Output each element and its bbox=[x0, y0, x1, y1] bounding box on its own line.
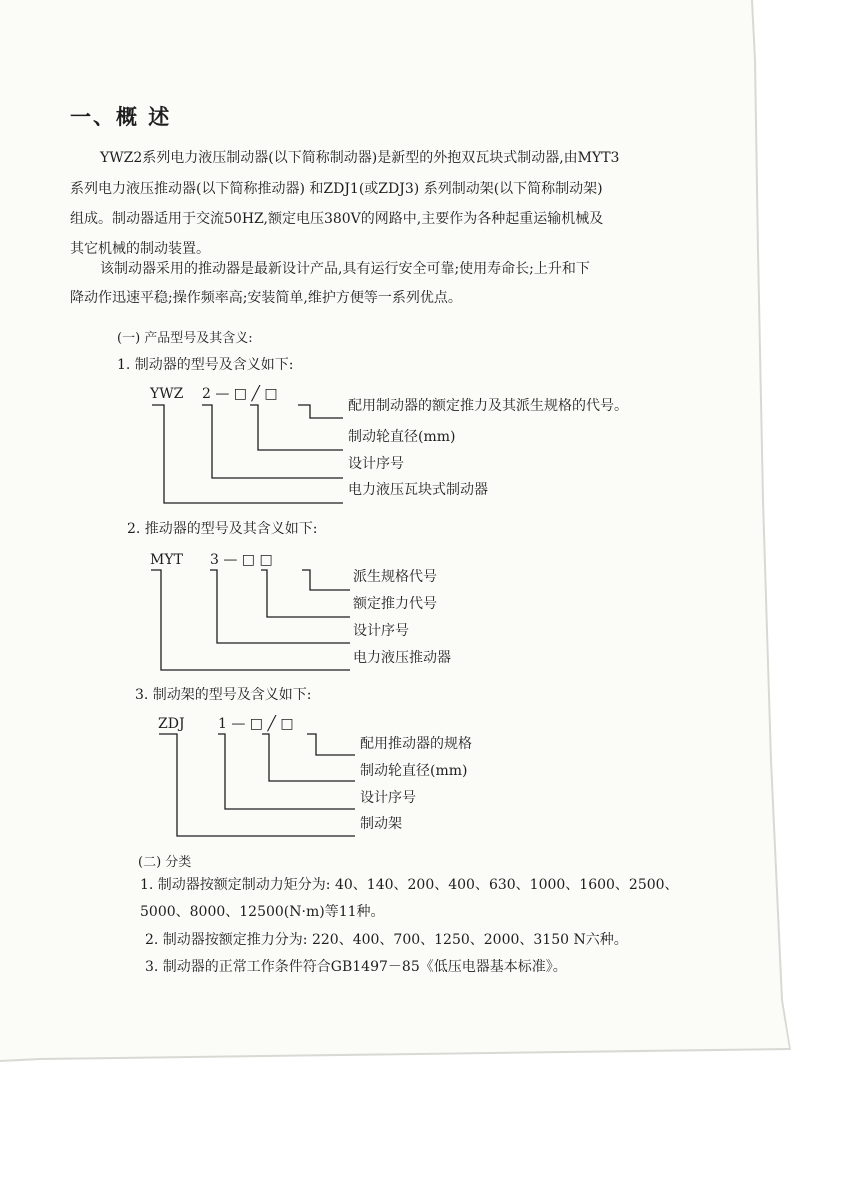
model3-code-prefix: ZDJ bbox=[158, 716, 185, 732]
model3-label: 制动架 bbox=[360, 816, 402, 832]
model2-label: 额定推力代号 bbox=[353, 596, 437, 612]
model2-code-rest: 3 — □ □ bbox=[210, 552, 273, 568]
classification-item: 2. 制动器按额定推力分为: 220、400、700、1250、2000、3150 N六种。 bbox=[145, 932, 628, 948]
model1-code-rest: 2 — □ ╱ □ bbox=[202, 386, 278, 402]
model1-label: 配用制动器的额定推力及其派生规格的代号。 bbox=[348, 398, 628, 414]
intro-line: YWZ2系列电力液压制动器(以下简称制动器)是新型的外抱双瓦块式制动器,由MYT3 bbox=[100, 150, 620, 166]
model3-code-rest: 1 — □ ╱ □ bbox=[218, 716, 294, 732]
intro-line: 该制动器采用的推动器是最新设计产品,具有运行安全可靠;使用寿命长;上升和下 bbox=[100, 261, 590, 277]
classification-item: 1. 制动器按额定制动力矩分为: 40、140、200、400、630、1000、1600、2500、 bbox=[140, 877, 679, 893]
model1-label: 电力液压瓦块式制动器 bbox=[348, 482, 488, 498]
model1-label: 设计序号 bbox=[348, 456, 404, 472]
model1-label: 制动轮直径(mm) bbox=[348, 429, 456, 445]
model1-title: 1. 制动器的型号及含义如下: bbox=[117, 357, 294, 373]
model3-label: 设计序号 bbox=[360, 790, 416, 806]
model2-title: 2. 推动器的型号及其含义如下: bbox=[127, 521, 318, 537]
model2-label: 设计序号 bbox=[353, 623, 409, 639]
model2-label: 派生规格代号 bbox=[353, 569, 437, 585]
section-heading: 一、概 述 bbox=[70, 105, 172, 129]
intro-line: 组成。制动器适用于交流50HZ,额定电压380V的网路中,主要作为各种起重运输机械及 bbox=[70, 211, 604, 227]
intro-line: 降动作迅速平稳;操作频率高;安装简单,维护方便等一系列优点。 bbox=[70, 290, 462, 306]
model1-bracket-lines bbox=[152, 405, 343, 503]
model3-label: 制动轮直径(mm) bbox=[360, 763, 468, 779]
model2-code-prefix: MYT bbox=[150, 552, 183, 568]
model3-title: 3. 制动架的型号及含义如下: bbox=[135, 687, 312, 703]
intro-line: 其它机械的制动装置。 bbox=[70, 241, 210, 257]
model2-bracket-lines bbox=[151, 570, 350, 670]
classification-item: 5000、8000、12500(N·m)等11种。 bbox=[140, 904, 385, 920]
subsection-title: (二) 分类 bbox=[138, 855, 192, 870]
classification-item: 3. 制动器的正常工作条件符合GB1497－85《低压电器基本标准》。 bbox=[145, 959, 567, 975]
model2-label: 电力液压推动器 bbox=[353, 650, 451, 666]
subsection-title: (一) 产品型号及其含义: bbox=[117, 331, 253, 346]
model3-label: 配用推动器的规格 bbox=[360, 736, 472, 752]
model3-bracket-lines bbox=[159, 734, 355, 836]
intro-line: 系列电力液压推动器(以下简称推动器) 和ZDJ1(或ZDJ3) 系列制动架(以下简称制动架) bbox=[70, 181, 603, 197]
model1-code-prefix: YWZ bbox=[150, 386, 184, 402]
